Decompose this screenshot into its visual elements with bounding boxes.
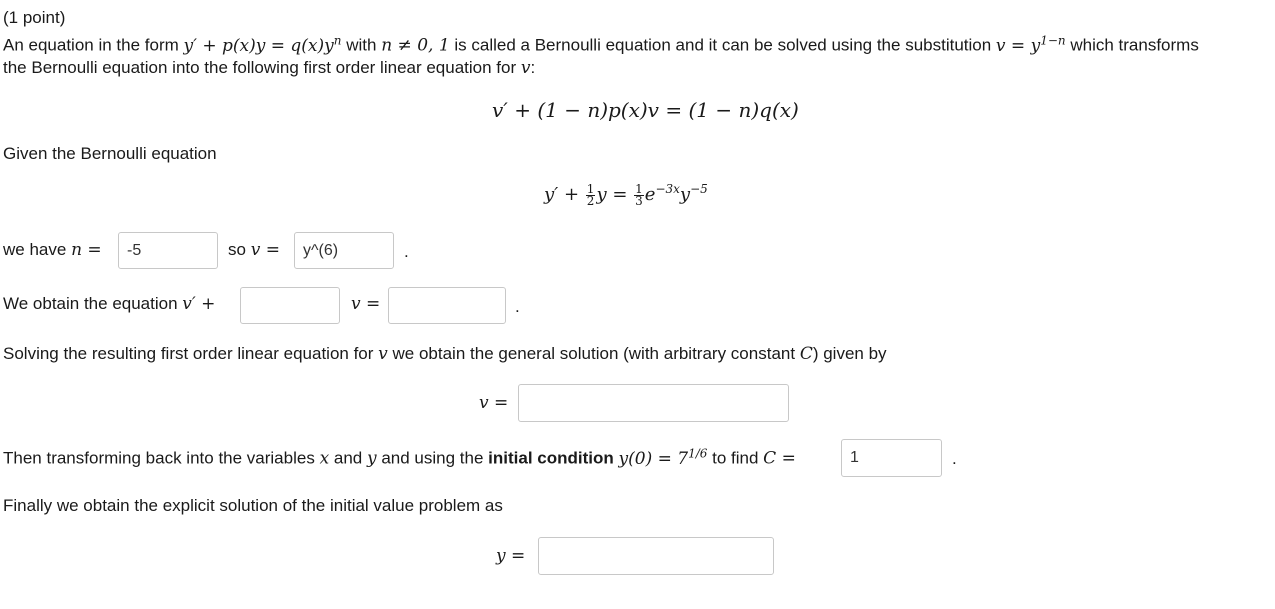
- var-y: y: [367, 448, 377, 469]
- initial-condition-bold: initial condition: [488, 448, 614, 468]
- row-eq-period: .: [515, 297, 520, 316]
- initial-condition-math: $y(0) = 7^{1/6}$: [618, 446, 708, 469]
- c-input[interactable]: [841, 439, 942, 477]
- transform-line: Then transforming back into the variables x and y and using the initial condition $y(0) = 7^{1/6}$ to find C =: [3, 446, 796, 469]
- given-eq-lhs: y′ +: [544, 184, 580, 205]
- given-eq-mid: y =: [596, 184, 628, 205]
- c-equals-label: C =: [763, 448, 796, 469]
- points-label: (1 point): [3, 8, 66, 27]
- given-eq-e-exponent: −3x: [655, 182, 680, 196]
- we-have-label: we have n =: [3, 240, 102, 260]
- intro-text-3: is called a Bernoulli equation and it can be solved using the substitution: [454, 35, 992, 55]
- var-x: x: [319, 448, 330, 469]
- y-solution-input[interactable]: [538, 537, 774, 575]
- intro-colon: :: [530, 58, 536, 77]
- transform-period: .: [952, 449, 957, 468]
- bernoulli-form-math: $y' + p(x)y = q(x)y^n$: [183, 33, 342, 56]
- given-eq-e: e: [644, 184, 656, 205]
- obtain-equation-label: We obtain the equation v′ +: [3, 294, 216, 314]
- intro-text-1: An equation in the form: [3, 35, 179, 55]
- substitution-math: $v = y^{1-n}$: [995, 33, 1066, 56]
- given-equation: [544, 182, 708, 207]
- intro-var-v: v: [520, 58, 531, 78]
- v-solution-label: v =: [479, 393, 509, 413]
- intro-line-2-text: the Bernoulli equation into the following first order linear equation for: [3, 58, 517, 77]
- given-label: Given the Bernoulli equation: [3, 144, 217, 163]
- v-substitution-input[interactable]: [294, 232, 394, 269]
- intro-line-2: [3, 58, 535, 78]
- intro-text-4: which transforms: [1070, 35, 1199, 55]
- y-solution-label: y =: [496, 546, 526, 566]
- n-input[interactable]: [118, 232, 218, 269]
- solving-line: Solving the resulting first order linear equation for v we obtain the general solution (with arbitrary constant C) given by: [3, 344, 887, 364]
- final-label: Finally we obtain the explicit solution of the initial value problem as: [3, 496, 503, 515]
- rhs-input[interactable]: [388, 287, 506, 324]
- given-eq-y-exponent: −5: [690, 182, 708, 196]
- n-condition-math: n ≠ 0, 1: [381, 35, 450, 56]
- so-v-label: so v =: [228, 240, 280, 260]
- solving-var-v: v: [378, 344, 388, 364]
- coefficient-input[interactable]: [240, 287, 340, 324]
- row-n-period: .: [404, 242, 409, 261]
- linear-equation: v′ + (1 − n)p(x)v = (1 − n)q(x): [492, 98, 799, 122]
- intro-line-1: [3, 33, 1199, 56]
- intro-text-2: with: [346, 35, 377, 55]
- constant-c: C: [799, 344, 813, 364]
- v-equals-label: v =: [351, 294, 381, 314]
- v-solution-input[interactable]: [518, 384, 789, 422]
- fraction-one-half: $\frac{1}{2}$: [586, 181, 595, 208]
- fraction-one-third: $\frac{1}{3}$: [635, 181, 643, 208]
- given-eq-y: y: [679, 184, 691, 205]
